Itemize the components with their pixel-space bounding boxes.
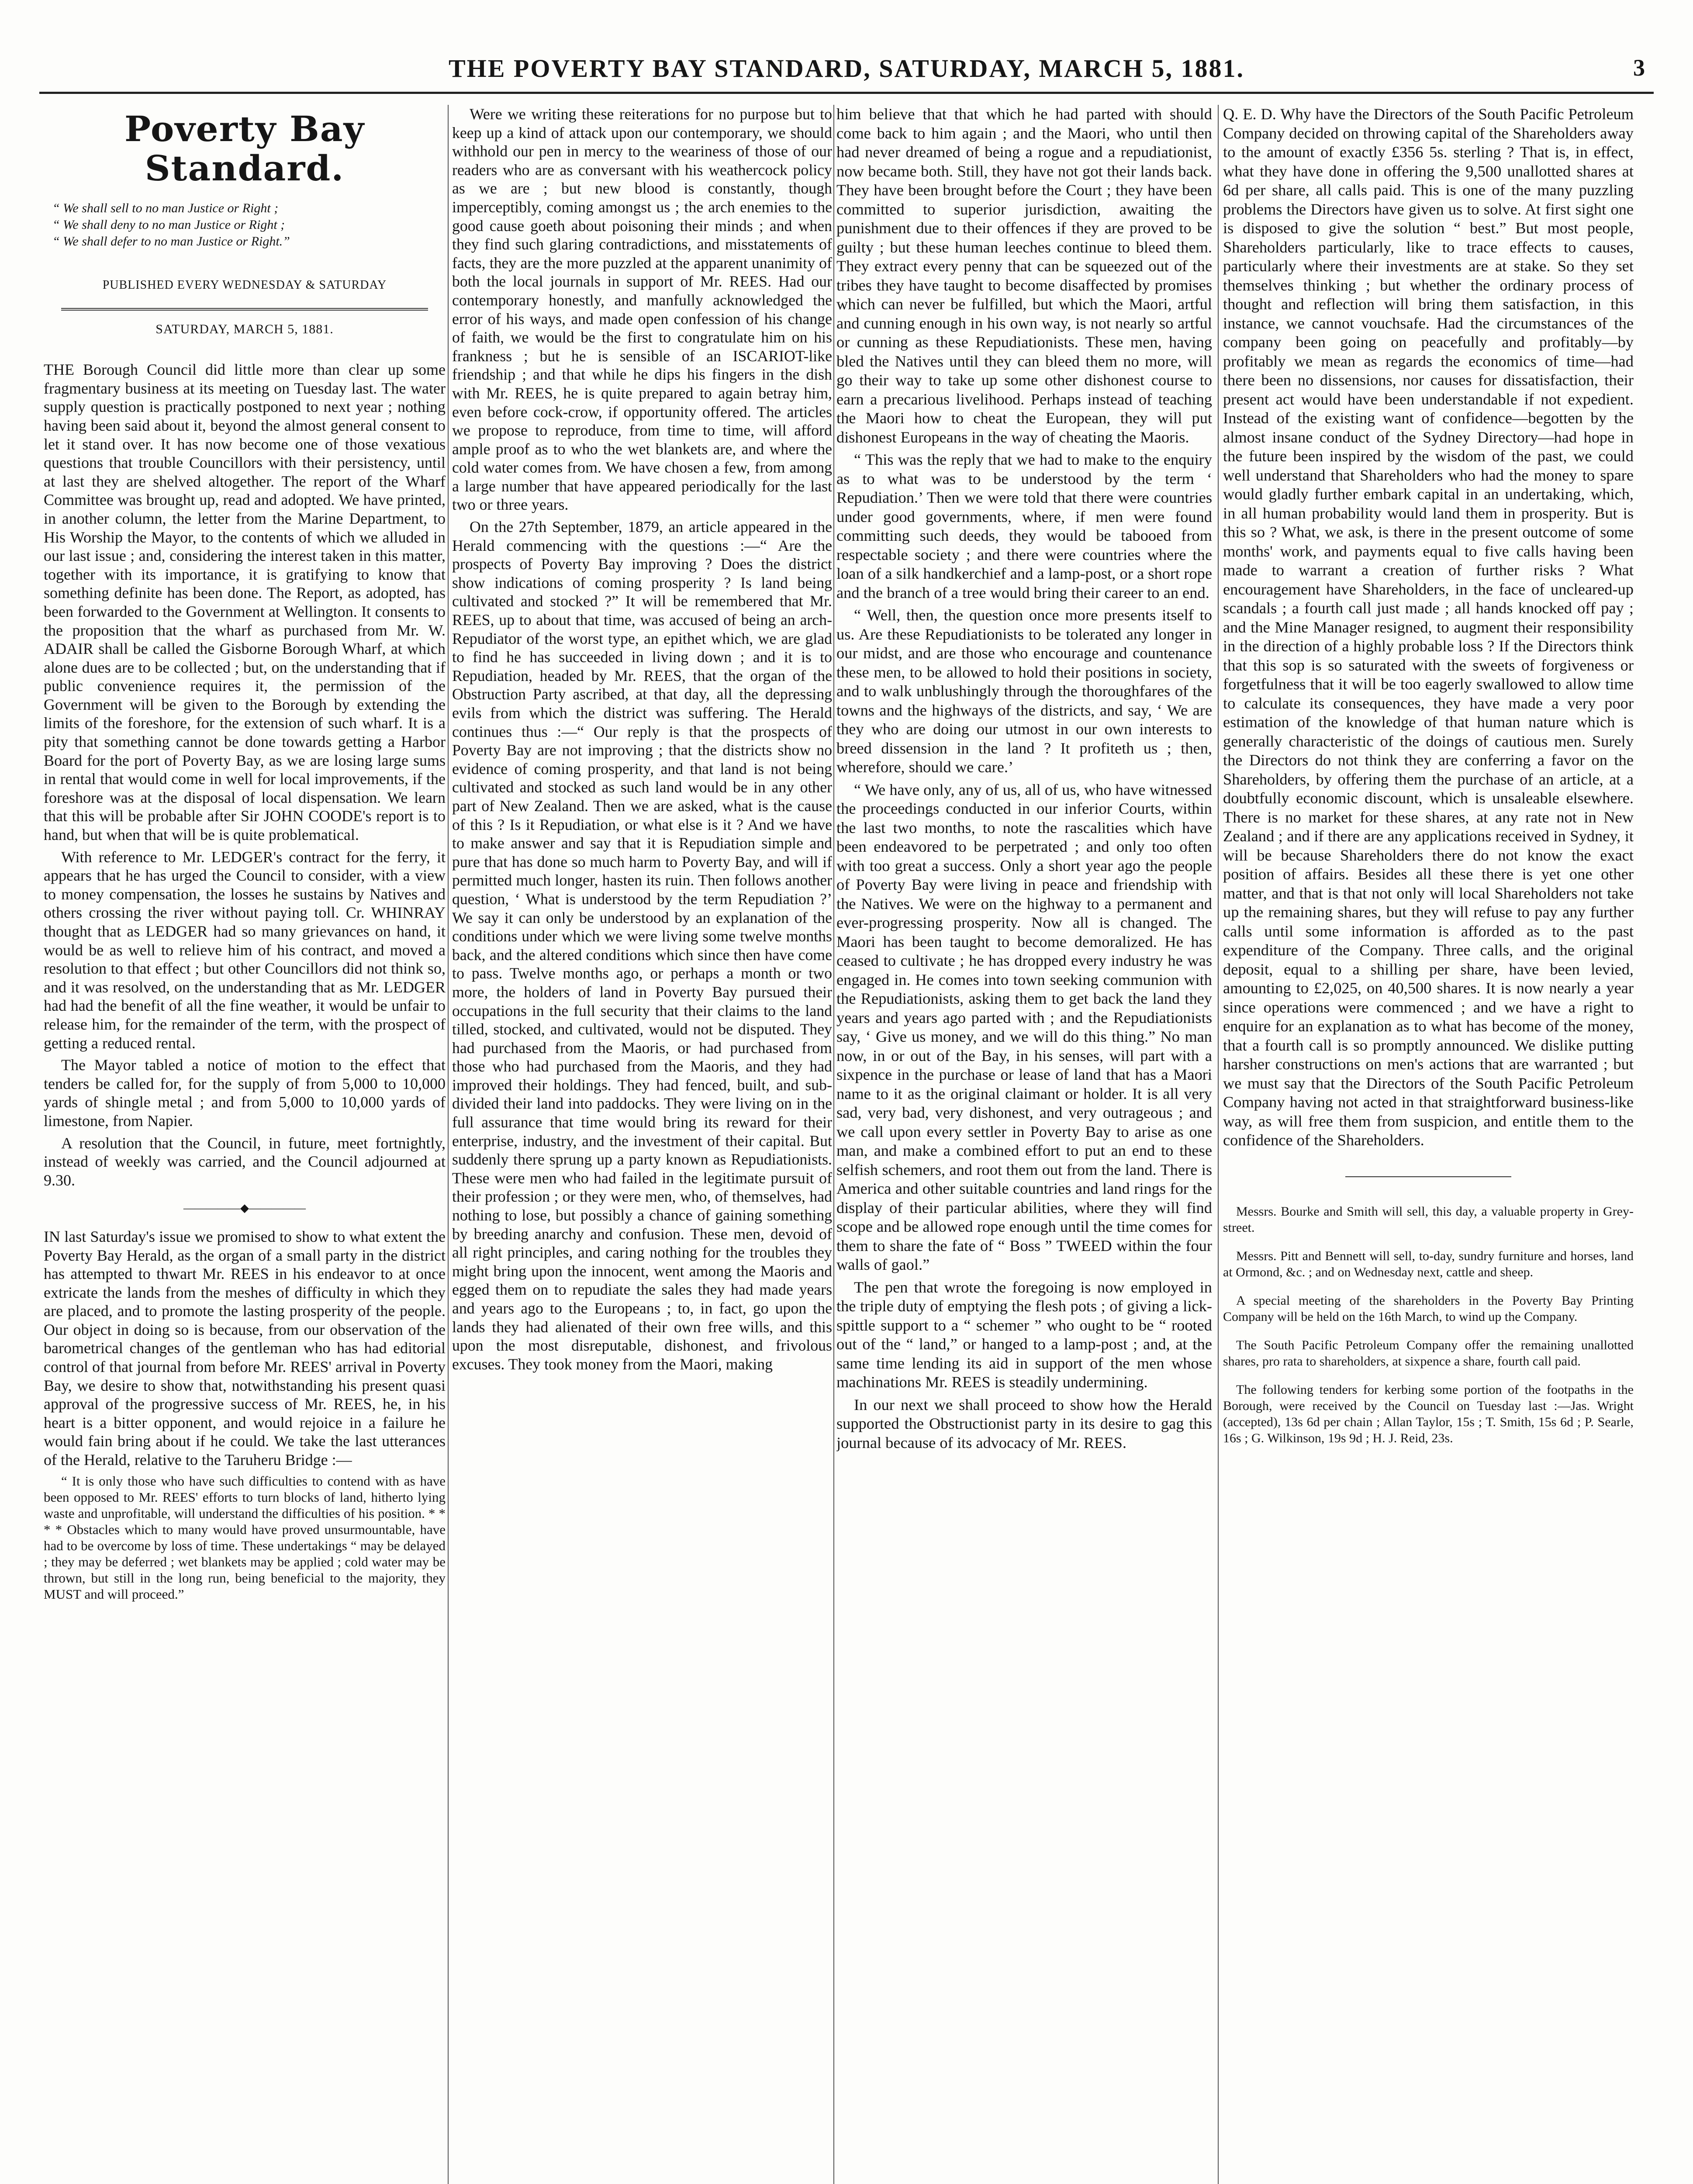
masthead-title: Poverty Bay Standard. bbox=[124, 108, 365, 189]
article-paragraph: Were we writing these reiterations for no purpose but to keep up a kind of attack upon our contemporary, we should withhold our pen in mercy to the weariness of those of our readers who are as conversant with his weathercock policy as we are ; but new blood is constantly, though imperceptibly, coming amongst us ; the arch enemies to the good cause goeth about poisoning their minds ; and when they find such glaring contradictions, and misstatements of facts, they are the more puzzled at the apparent unanimity of both the local journals in support of Mr. REES. Had our contemporary honestly, and manfully acknowledged the error of his ways, and made open confession of his change of faith, we would be the first to congratulate him on his frankness ; but he is sensible of an ISCARIOT-like friendship ; and that while he dips his fingers in the dish with Mr. REES, he is quite prepared to again betray him, even before cock-crow, if opportunity offered. The articles we propose to reproduce, from time to time, will afford ample proof as to who the wet blankets are, and where the cold water comes from. We have chosen a few, from among a large number that have appeared periodically for the last two or three years. bbox=[452, 105, 832, 514]
notice-item: The following tenders for kerbing some portion of the footpaths in the Borough, were received by the Council on Tuesday last :—Jas. Wright (accepted), 13s 6d per chain ; Allan Taylor, 15s ; T. Smith, 15s 6d ; P. Searle, 16s ; G. Wilkinson, 19s 9d ; H. J. Reid, 23s. bbox=[1223, 1382, 1634, 1445]
column-rule bbox=[1218, 105, 1219, 2184]
article-paragraph: IN last Saturday's issue we promised to show to what extent the Poverty Bay Herald, as the organ of a small party in the district has attempted to thwart Mr. REES in his endeavor to at once extricate the lands from the meshes of difficulty in which they are placed, and to promote the lasting prosperity of the people. Our object in doing so is because, from our observation of the barometrical changes of the gentleman who has had editorial control of that journal from before Mr. REES' arrival in Poverty Bay, we desire to show that, notwithstanding his present quasi approval of the progressive success of Mr. REES, he, in his heart is a bitter opponent, and would rejoice in a failure he would fain bring about if he could. We take the last utterances of the Herald, relative to the Taruheru Bridge :— bbox=[44, 1227, 446, 1469]
column-rule bbox=[448, 105, 449, 2184]
divider bbox=[61, 308, 428, 311]
dateline: SATURDAY, MARCH 5, 1881. bbox=[155, 321, 334, 336]
column-4 bbox=[1223, 105, 1634, 2184]
publication-note: PUBLISHED EVERY WEDNESDAY & SATURDAY bbox=[102, 278, 387, 292]
masthead-motto-1: “ We shall sell to no man Justice or Right ; bbox=[52, 201, 279, 215]
article-paragraph: Q. E. D. Why have the Directors of the South Pacific Petroleum Company decided on throwing capital of the Shareholders away to the amount of exactly £356 5s. sterling ? That is, in effect, what they have done in offering the 9,500 unallotted shares at 6d per share, all calls paid. This is one of the many puzzling problems the Directors have given us to solve. At first sight one is disposed to give the solution “ best.” But most people, Shareholders particularly, like to trace effects to causes, particularly where their investments are at stake. So they set themselves thinking ; but whether the ordinary process of thought and reflection will bring them satisfaction, in this instance, we cannot vouchsafe. Had the circumstances of the company been going on peacefully and profitably—by profitably we mean as regards the economics of time—had there been no dissensions, nor causes for dissatisfaction, their present act would have been understandable if not expedient. Instead of the existing want of confidence—begotten by the almost insane conduct of the Sydney Directory—had hope in the future been inspired by the wisdom of the past, we could well understand that Shareholders who had the money to spare would gladly further embark capital in an undertaking, which, in all human probability would land them in prosperity. But is this so ? What, we ask, is there in the present outcome of some months' work, and payments equal to five calls having been made to warrant a creation of further risks ? What encouragement have Shareholders, in the face of uncleared-up scandals ; a fourth call just made ; all hands knocked off pay ; and the Mine Manager resigned, to augment their responsibility in the direction of a highly probable loss ? If the Directors think that this sop is so saturated with the sweets of forgiveness or forgetfulness that it will be too eagerly swallowed to allow time to calculate its consequences, they have made a very poor estimation of the knowledge of that human nature which is generally characteristic of the doings of cautious men. Surely the Directors do not think they are conferring a favor on the Shareholders, by offering them the purchase of an article, at a doubtfully economic discount, which is unsaleable elsewhere. There is no market for these shares, at any rate not in New Zealand ; and if there are any applications received in Sydney, it will be because Shareholders there do not know the exact position of affairs. Besides all these there is yet one other matter, and that is that not only will local Shareholders not take up the remaining shares, but they will refuse to pay any further calls until some information is afforded as to the past expenditure of the Company. Three calls, and the original deposit, equal to a shilling per share, have been levied, amounting to £2,025, on 40,500 shares. It is now nearly a year since operations were commenced ; and we have a right to enquire for an explanation as to what has become of the money, that a fourth call is so promptly announced. We dislike putting harsher constructions on men's actions that are warranted ; but we must say that the Directors of the South Pacific Petroleum Company having not acted in that straightforward business-like way, as will free them from suspicion, and entitle them to the confidence of the Shareholders. bbox=[1223, 105, 1634, 1149]
notice-item: Messrs. Bourke and Smith will sell, this day, a valuable property in Grey-street. bbox=[1223, 1204, 1634, 1235]
page-number: 3 bbox=[1633, 55, 1645, 81]
article-paragraph: “ Well, then, the question once more presents itself to us. Are these Repudiationists to be tolerated any longer in our midst, and are those who encourage and countenance these men, to be allowed to hold their positions in society, and to walk unblushingly through the thoroughfares of the towns and the highways of the districts, and say, ‘ We are they who are doing our utmost in our own interests to breed dissension in the land ? It profiteth us ; then, wherefore, should we care.’ bbox=[836, 606, 1212, 776]
article-paragraph: THE Borough Council did little more than clear up some fragmentary business at its meeting on Tuesday last. The water supply question is practically postponed to next year ; nothing having been said about it, beyond the almost general consent to let it stand over. It has now become one of those vexatious questions that trouble Councillors with their persistency, until at last they are shelved altogether. The report of the Wharf Committee was brought up, read and adopted. We have printed, in another column, the letter from the Marine Department, to His Worship the Mayor, to the contents of which we alluded in our last issue ; and, considering the interest taken in this matter, together with its importance, it is gratifying to know that something definite has been done. The Report, as adopted, has been forwarded to the Government at Wellington. It consents to the proposition that the wharf as purchased from Mr. W. ADAIR shall be called the Gisborne Borough Wharf, at which alone dues are to be collected ; but, on the understanding that if public convenience requires it, the permission of the Government will be given to the Borough by extending the limits of the foreshore, for the extension of such wharf. It is a pity that something cannot be done towards getting a Harbor Board for the port of Poverty Bay, as we are losing large sums in rental that would come in well for local improvements, if the foreshore was at the disposal of local dispensation. We learn that this will be probable after Sir JOHN COODE's report is to hand, but when that will be is quite problematical. bbox=[44, 361, 446, 844]
masthead-motto-3: “ We shall defer to no man Justice or Right.” bbox=[52, 234, 290, 249]
divider bbox=[1345, 1176, 1511, 1177]
article-paragraph: On the 27th September, 1879, an article appeared in the Herald commencing with the questions :—“ Are the prospects of Poverty Bay improving ? Does the district show indications of coming prosperity ? Is land being cultivated and stocked ?” It will be remembered that Mr. REES, up to about that time, was accused of being an arch-Repudiator of the worst type, an epithet which, we are glad to find he has succeeded in living down ; and it is to Repudiation, headed by Mr. REES, that the organ of the Obstruction Party ascribed, at that day, all the depressing evils from which the district was suffering. The Herald continues thus :—“ Our reply is that the prospects of Poverty Bay are not improving ; that the districts show no evidence of coming prosperity, and that land is not being cultivated and stocked as such land would be in any other part of New Zealand. Then we are asked, what is the cause of this ? Is it Repudiation, or what else is it ? And we have to make answer and say that it is Repudiation simple and pure that has done so much harm to Poverty Bay, and will if permitted much longer, hasten its ruin. Then follows another question, ‘ What is understood by the term Repudiation ?’ We say it can only be understood by an explanation of the conditions under which we were living some twelve months back, and the altered conditions which since then have come to pass. Twelve months ago, or perhaps a month or two more, the holders of land in Poverty Bay pursued their occupations in the full security that their claims to the land tilled, stocked, and cultivated, would not be disputed. They had purchased from the Maoris, or had purchased from those who had purchased from the Maoris, and they had improved their holdings. They had fenced, built, and sub-divided their land into paddocks. They were living on in the full assurance that time would bring its reward for their enterprise, industry, and the investment of their capital. But suddenly there sprung up a party known as Repudiationists. These were men who had failed in the legitimate pursuit of their profession ; or they were men, who, of themselves, had nothing to lose, but possibly a chance of gaining something by breeding anarchy and confusion. These men, devoid of all right principles, and caring nothing for the troubles they might bring upon the innocent, went among the Maoris and egged them on to repudiate the sales they had made years and years ago to the Europeans ; to, in fact, go upon the lands they had alienated of their own free wills, and this upon the most disreputable, dishonest, and frivolous excuses. They took money from the Maori, making bbox=[452, 518, 832, 1373]
article-paragraph: him believe that that which he had parted with should come back to him again ; and the Maori, who until then had never dreamed of being a rogue and a repudiationist, now became both. Still, they have not got their lands back. They have been brought before the Court ; they have been committed to superior jurisdiction, awaiting the punishment due to their offences if they are proved to be guilty ; but these human leeches continue to bleed them. They extract every penny that can be squeezed out of the tribes they have taught to become disaffected by promises which can never be fulfilled, but which the Maori, artful and cunning enough in his own way, is not nearly so artful or cunning as these Repudiationists. These men, having bled the Natives until they can bleed them no more, will go their way to take up some other dishonest course to earn a precarious livelihood. Perhaps instead of teaching the Maori how to cheat the European, they will put dishonest Europeans in the way of cheating the Maoris. bbox=[836, 105, 1212, 446]
notice-item: A special meeting of the shareholders in the Poverty Bay Printing Company will be held on the 16th March, to wind up the Company. bbox=[1223, 1293, 1634, 1324]
article-quote: “ It is only those who have such difficulties to contend with as have been opposed to Mr. REES' efforts to turn blocks of land, hitherto lying waste and unprofitable, will understand the difficulties of his position. * * * * Obstacles which to many would have proved unsurmountable, have had to be overcome by loss of time. These undertakings “ may be delayed ; they may be deferred ; wet blankets may be applied ; cold water may be thrown, but still in the long run, being beneficial to the majority, they MUST and will proceed.” bbox=[44, 1473, 446, 1602]
masthead-motto-2: “ We shall deny to no man Justice or Right ; bbox=[52, 218, 285, 232]
article-paragraph: In our next we shall proceed to show how the Herald supported the Obstructionist party in its desire to gag this journal because of its advocacy of Mr. REES. bbox=[836, 1396, 1212, 1451]
column-rule bbox=[833, 105, 834, 2184]
header-rule bbox=[39, 92, 1654, 94]
article-paragraph: The Mayor tabled a notice of motion to the effect that tenders be called for, for the supply of from 5,000 to 10,000 yards of shingle metal ; and from 5,000 to 10,000 yards of limestone, from Napier. bbox=[44, 1056, 446, 1130]
article-paragraph: “ We have only, any of us, all of us, who have witnessed the proceedings conducted in our inferior Courts, within the last two months, to note the rascalities which have been endeavored to be perpetrated ; and only too often with too great a success. Only a short year ago the people of Poverty Bay were living in peace and friendship with the Natives. We were on the highway to a permanent and ever-progressing prosperity. Now all is changed. The Maori has been taught to become demoralized. He has ceased to cultivate ; he has dropped every industry he was engaged in. He comes into town seeking communion with the Repudiationists, asking them to get back the land they years and years ago parted with ; and the Repudiationists say, ‘ Give us money, and we will do this thing.” No man now, in or out of the Bay, in his senses, will part with a sixpence in the purchase or lease of land that has a Maori name to it as the original claimant or holder. It is all very sad, very bad, very dishonest, and very outrageous ; and we call upon every settler in Poverty Bay to arise as one man, and make a combined effort to put an end to these selfish schemers, and root them out from the land. There is America and other suitable countries and land rings for the display of their particular abilities, where they will find scope and be allowed rope enough until the time comes for them to share the fate of “ Boss ” TWEED within the four walls of gaol.” bbox=[836, 781, 1212, 1273]
notice-item: Messrs. Pitt and Bennett will sell, to-day, sundry furniture and horses, land at Ormond, &c. ; and on Wednesday next, cattle and sheep. bbox=[1223, 1248, 1634, 1279]
article-paragraph: A resolution that the Council, in future, meet fortnightly, instead of weekly was carried, and the Council adjourned at 9.30. bbox=[44, 1134, 446, 1189]
column-3 bbox=[836, 105, 1212, 2184]
article-paragraph: The pen that wrote the foregoing is now employed in the triple duty of emptying the flesh pots ; of giving a lick-spittle support to a “ schemer ” who ought to be “ rooted out of the “ land,” or hanged to a lamp-post ; and, at the same time lending its aid in support of the men whose machinations Mr. REES is steadily undermining. bbox=[836, 1278, 1212, 1391]
section-separator: —————◆————— bbox=[183, 1202, 306, 1215]
notice-item: The South Pacific Petroleum Company offer the remaining unallotted shares, pro rata to shareholders, at sixpence a share, fourth call paid. bbox=[1223, 1337, 1634, 1368]
page-header bbox=[39, 48, 1654, 83]
column-2 bbox=[452, 105, 832, 2184]
page-header-title: THE POVERTY BAY STANDARD, SATURDAY, MARCH 5, 1881. bbox=[448, 54, 1245, 83]
article-paragraph: “ This was the reply that we had to make to the enquiry as to what was to be understood by the term ‘ Repudiation.’ Then we were told that there were countries under good governments, where, if men were found committing such deeds, they would be tabooed from respectable society ; and there were countries where the loan of a silk handkerchief and a lamp-post, or a short rope and the branch of a tree would bring their career to an end. bbox=[836, 451, 1212, 601]
article-paragraph: With reference to Mr. LEDGER's contract for the ferry, it appears that he has urged the Council to consider, with a view to money compensation, the losses he sustains by Natives and others crossing the river without paying toll. Cr. WHINRAY thought that as LEDGER had so many grievances on hand, it would be as well to relieve him of his contract, and moved a resolution to that effect ; but other Councillors did not think so, and it was resolved, on the understanding that as Mr. LEDGER had had the benefit of all the fine weather, it would be unfair to release him, for the remainder of the term, with the prospect of getting a reduced rental. bbox=[44, 848, 446, 1052]
local-notices bbox=[1223, 1203, 1634, 1446]
column-1 bbox=[44, 105, 446, 2184]
